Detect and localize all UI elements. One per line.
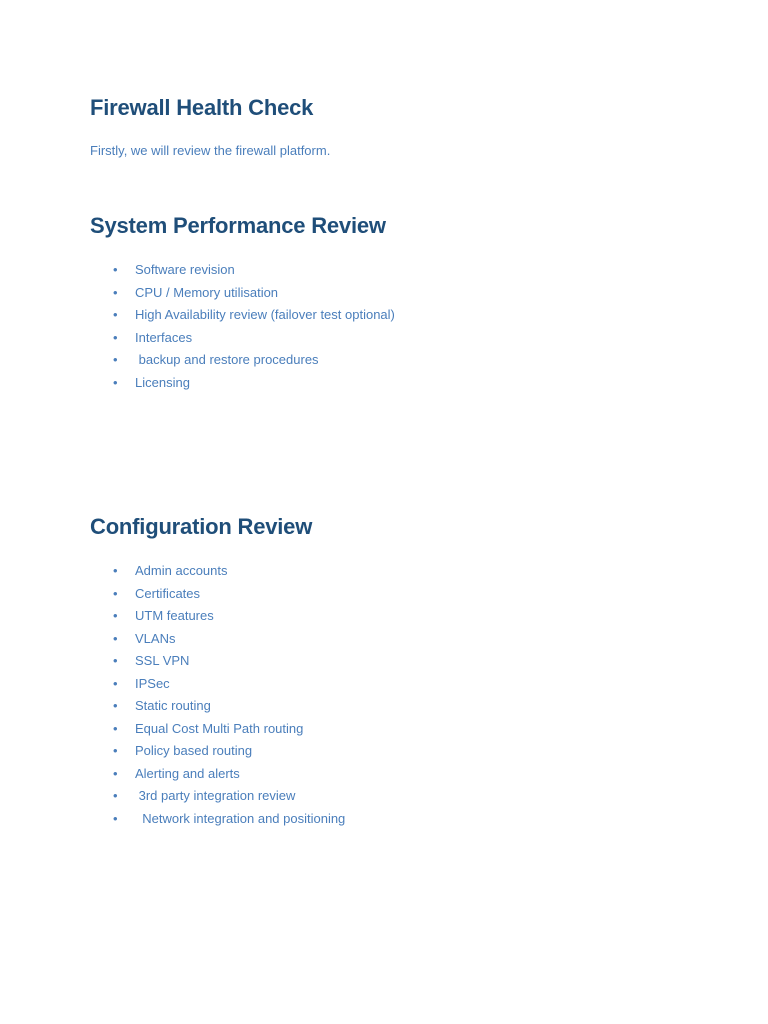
list-item <box>90 785 345 808</box>
list-item-text: backup and restore procedures <box>135 352 319 367</box>
list-item-text: 3rd party integration review <box>135 788 296 803</box>
list-item <box>90 304 395 327</box>
list-item-text: CPU / Memory utilisation <box>135 284 279 300</box>
list-item <box>90 583 345 606</box>
list-item-text: Certificates <box>135 585 201 601</box>
list-item-text: IPSec <box>135 675 170 691</box>
list-item <box>90 718 345 741</box>
list-item <box>90 349 395 372</box>
list-item <box>90 673 345 696</box>
bullet-icon: • <box>113 788 118 803</box>
list-item <box>90 628 345 651</box>
list-item <box>90 763 345 786</box>
list-item-text: UTM features <box>135 608 214 623</box>
section-heading-system-performance: System Performance Review <box>90 213 386 238</box>
bullet-icon: • <box>113 262 118 277</box>
bullet-icon: • <box>113 585 118 601</box>
list-item-text: Software revision <box>135 262 235 277</box>
intro-paragraph: Firstly, we will review the firewall platform. <box>90 143 331 158</box>
list-item-text: Network integration and positioning <box>135 810 346 826</box>
bullet-icon: • <box>113 810 118 826</box>
list-item <box>90 560 345 583</box>
bullet-icon: • <box>113 608 118 623</box>
list-item <box>90 740 345 763</box>
section-heading-configuration: Configuration Review <box>90 514 313 539</box>
list-item-text: Licensing <box>135 374 190 390</box>
bullet-icon: • <box>113 284 118 300</box>
list-item <box>90 605 345 628</box>
bullet-icon: • <box>113 720 118 736</box>
list-item <box>90 372 395 395</box>
list-item <box>90 282 395 305</box>
bullet-icon: • <box>113 630 118 646</box>
list-item-text: SSL VPN <box>135 653 190 668</box>
list-item <box>90 327 395 350</box>
list-item-text: High Availability review (failover test optional) <box>135 307 395 322</box>
bullet-icon: • <box>113 307 118 322</box>
list-item-text: Policy based routing <box>135 743 253 758</box>
system-performance-list <box>90 259 395 394</box>
list-item <box>90 695 345 718</box>
bullet-icon: • <box>113 352 118 367</box>
bullet-icon: • <box>113 765 118 781</box>
bullet-icon: • <box>113 698 118 713</box>
list-item <box>90 259 395 282</box>
list-item-text: Static routing <box>135 698 211 713</box>
list-item <box>90 808 345 831</box>
list-item-text: Alerting and alerts <box>135 765 240 781</box>
list-item-text: Equal Cost Multi Path routing <box>135 720 304 736</box>
bullet-icon: • <box>113 675 118 691</box>
document-title: Firewall Health Check <box>90 95 314 120</box>
bullet-icon: • <box>113 653 118 668</box>
bullet-icon: • <box>113 563 118 578</box>
bullet-icon: • <box>113 329 118 345</box>
list-item <box>90 650 345 673</box>
list-item-text: Interfaces <box>135 329 193 345</box>
configuration-list <box>90 560 345 830</box>
list-item-text: Admin accounts <box>135 563 228 578</box>
bullet-icon: • <box>113 374 118 390</box>
bullet-icon: • <box>113 743 118 758</box>
list-item-text: VLANs <box>135 630 176 646</box>
